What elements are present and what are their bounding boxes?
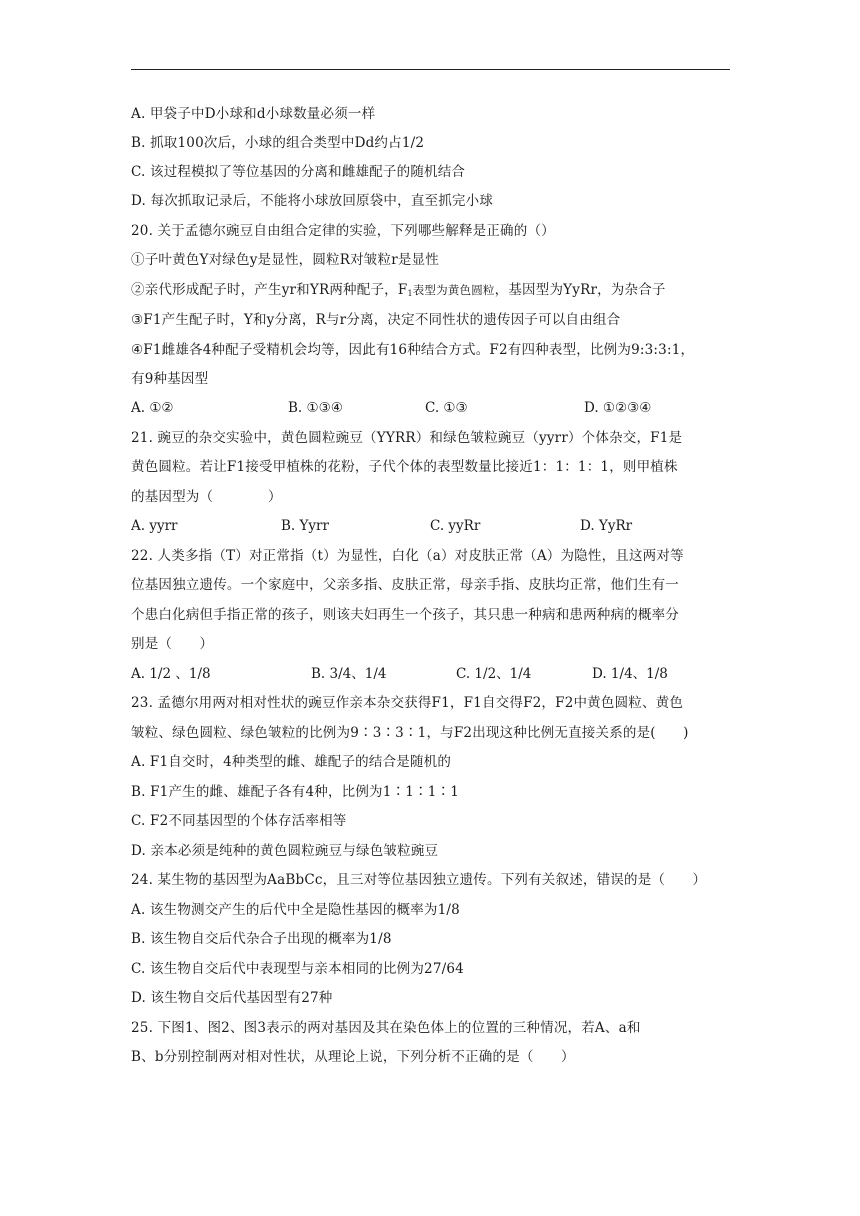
q19-option-d: D. 每次抓取记录后，不能将小球放回原袋中，直至抓完小球	[131, 193, 494, 209]
q21-option-a: A. yyrr	[131, 518, 178, 534]
q24-option-c: C. 该生物自交后代中表现型与亲本相同的比例为27/64	[131, 961, 464, 977]
q22-option-d: D. 1/4、1/8	[592, 666, 668, 682]
q21-option-c: C. yyRr	[430, 518, 481, 534]
q20-s2-small: 表型为黄色圆粒	[412, 283, 495, 297]
q20-statement-4b: 有9种基因型	[131, 371, 209, 387]
q19-option-c: C. 该过程模拟了等位基因的分离和雌雄配子的随机结合	[131, 164, 466, 180]
q21-option-d: D. YyRr	[580, 518, 633, 534]
q23-option-b: B. F1产生的雌、雄配子各有4种，比例为1∶1∶1∶1	[131, 784, 460, 800]
header-rule	[131, 69, 730, 70]
q25-line-2: B、b分别控制两对相对性状，从理论上说，下列分析不正确的是（ ）	[131, 1049, 575, 1065]
q22-option-b: B. 3/4、1/4	[311, 666, 387, 682]
q24-option-a: A. 该生物测交产生的后代中全是隐性基因的概率为1/8	[131, 902, 460, 918]
q20-statement-2	[131, 280, 666, 304]
q22-line-1: 22. 人类多指（T）对正常指（t）为显性，白化（a）对皮肤正常（A）为隐性，且这两对等	[131, 548, 684, 564]
q23-option-a: A. F1自交时，4种类型的雌、雄配子的结合是随机的	[131, 754, 452, 770]
q20-statement-4a: ④F1雌雄各4种配子受精机会均等，因此有16种结合方式。F2有四种表型，比例为9:3:3:1，	[131, 342, 695, 358]
q23-line-1: 23. 孟德尔用两对相对性状的豌豆作亲本杂交获得F1，F1自交得F2，F2中黄色圆粒、黄色	[131, 695, 684, 711]
q22-line-2: 位基因独立遗传。一个家庭中，父亲多指、皮肤正常，母亲手指、皮肤均正常，他们生有一	[131, 577, 679, 593]
q22-line-3: 个患白化病但手指正常的孩子，则该夫妇再生一个孩子，其只患一种病和患两种病的概率分	[131, 607, 679, 623]
q20-stem: 20. 关于孟德尔豌豆自由组合定律的实验，下列哪些解释是正确的（）	[131, 223, 555, 239]
q20-option-d: D. ①②③④	[584, 400, 652, 416]
q21-option-b: B. Yyrr	[281, 518, 329, 534]
q24-option-b: B. 该生物自交后代杂合子出现的概率为1/8	[131, 931, 392, 947]
q20-s2-pre: ②亲代形成配子时，产生yr和YR两种配子，F	[131, 282, 408, 298]
q23-line-2: 皱粒、绿色圆粒、绿色皱粒的比例为9∶3∶3∶1，与F2出现这种比例无直接关系的是( )	[131, 725, 689, 741]
q20-statement-3: ③F1产生配子时，Y和y分离，R与r分离，决定不同性状的遗传因子可以自由组合	[131, 312, 621, 328]
q22-option-a: A. 1/2 、1/8	[131, 666, 211, 682]
q20-option-c: C. ①③	[425, 400, 468, 416]
q25-line-1: 25. 下图1、图2、图3表示的两对基因及其在染色体上的位置的三种情况，若A、a和	[131, 1020, 641, 1036]
q22-line-4: 别是（ ）	[131, 636, 214, 652]
q20-s2-sub: 1	[407, 289, 413, 298]
q20-statement-1: ①子叶黄色Y对绿色y是显性，圆粒R对皱粒r是显性	[131, 252, 439, 268]
q24-option-d: D. 该生物自交后代基因型有27种	[131, 990, 333, 1006]
q21-line-1: 21. 豌豆的杂交实验中，黄色圆粒豌豆（YYRR）和绿色皱粒豌豆（yyrr）个体杂交，F1是	[131, 430, 683, 446]
q21-line-2: 黄色圆粒。若让F1接受甲植株的花粉，子代个体的表型数量比接近1：1：1：1，则甲植株	[131, 459, 678, 475]
q21-line-3: 的基因型为（ ）	[131, 489, 282, 505]
q20-option-a: A. ①②	[131, 400, 174, 416]
q22-option-c: C. 1/2、1/4	[456, 666, 532, 682]
q19-option-b: B. 抓取100次后，小球的组合类型中Dd约占1/2	[131, 135, 425, 151]
q20-option-b: B. ①③④	[288, 400, 343, 416]
q19-option-a: A. 甲袋子中D小球和d小球数量必须一样	[131, 106, 376, 122]
q24-stem: 24. 某生物的基因型为AaBbCc，且三对等位基因独立遗传。下列有关叙述，错误的是（ ）	[131, 872, 707, 888]
q20-s2-post: ，基因型为YyRr，为杂合子	[494, 282, 666, 298]
q23-option-c: C. F2不同基因型的个体存活率相等	[131, 813, 347, 829]
q23-option-d: D. 亲本必须是纯种的黄色圆粒豌豆与绿色皱粒豌豆	[131, 843, 439, 859]
